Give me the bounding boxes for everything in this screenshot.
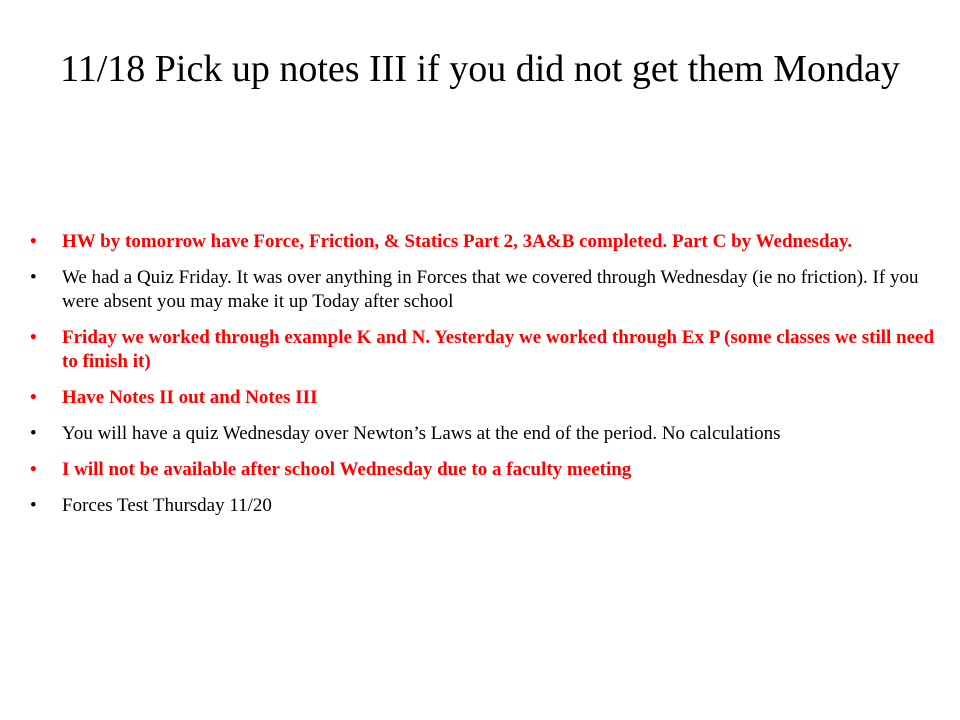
bullet-text: Forces Test Thursday 11/20 [62, 495, 272, 516]
bullet-dot-icon: • [30, 267, 37, 288]
bullet-item [30, 494, 942, 518]
bullet-item [30, 230, 942, 254]
bullet-text: You will have a quiz Wednesday over Newton’s Laws at the end of the period. No calculations [62, 423, 781, 444]
bullet-text: Have Notes II out and Notes III [62, 387, 318, 408]
bullet-item [30, 422, 942, 446]
bullet-text: We had a Quiz Friday. It was over anything in Forces that we covered through Wednesday (ie no friction). If you were absent you may make it up Today after school [62, 267, 919, 312]
bullet-dot-icon: • [30, 231, 37, 252]
bullet-item [30, 458, 942, 482]
bullet-list [30, 230, 942, 530]
bullet-dot-icon: • [30, 327, 37, 348]
bullet-dot-icon: • [30, 495, 37, 516]
slide-title: 11/18 Pick up notes III if you did not get them Monday [60, 48, 900, 90]
bullet-text: Friday we worked through example K and N. Yesterday we worked through Ex P (some classes we still need to finish it) [62, 327, 935, 372]
bullet-dot-icon: • [30, 387, 37, 408]
bullet-dot-icon: • [30, 459, 37, 480]
bullet-item [30, 266, 942, 314]
bullet-text: I will not be available after school Wednesday due to a faculty meeting [62, 459, 632, 480]
bullet-item [30, 386, 942, 410]
bullet-dot-icon: • [30, 423, 37, 444]
bullet-text: HW by tomorrow have Force, Friction, & Statics Part 2, 3A&B completed. Part C by Wednesday. [62, 231, 853, 252]
bullet-item [30, 326, 942, 374]
